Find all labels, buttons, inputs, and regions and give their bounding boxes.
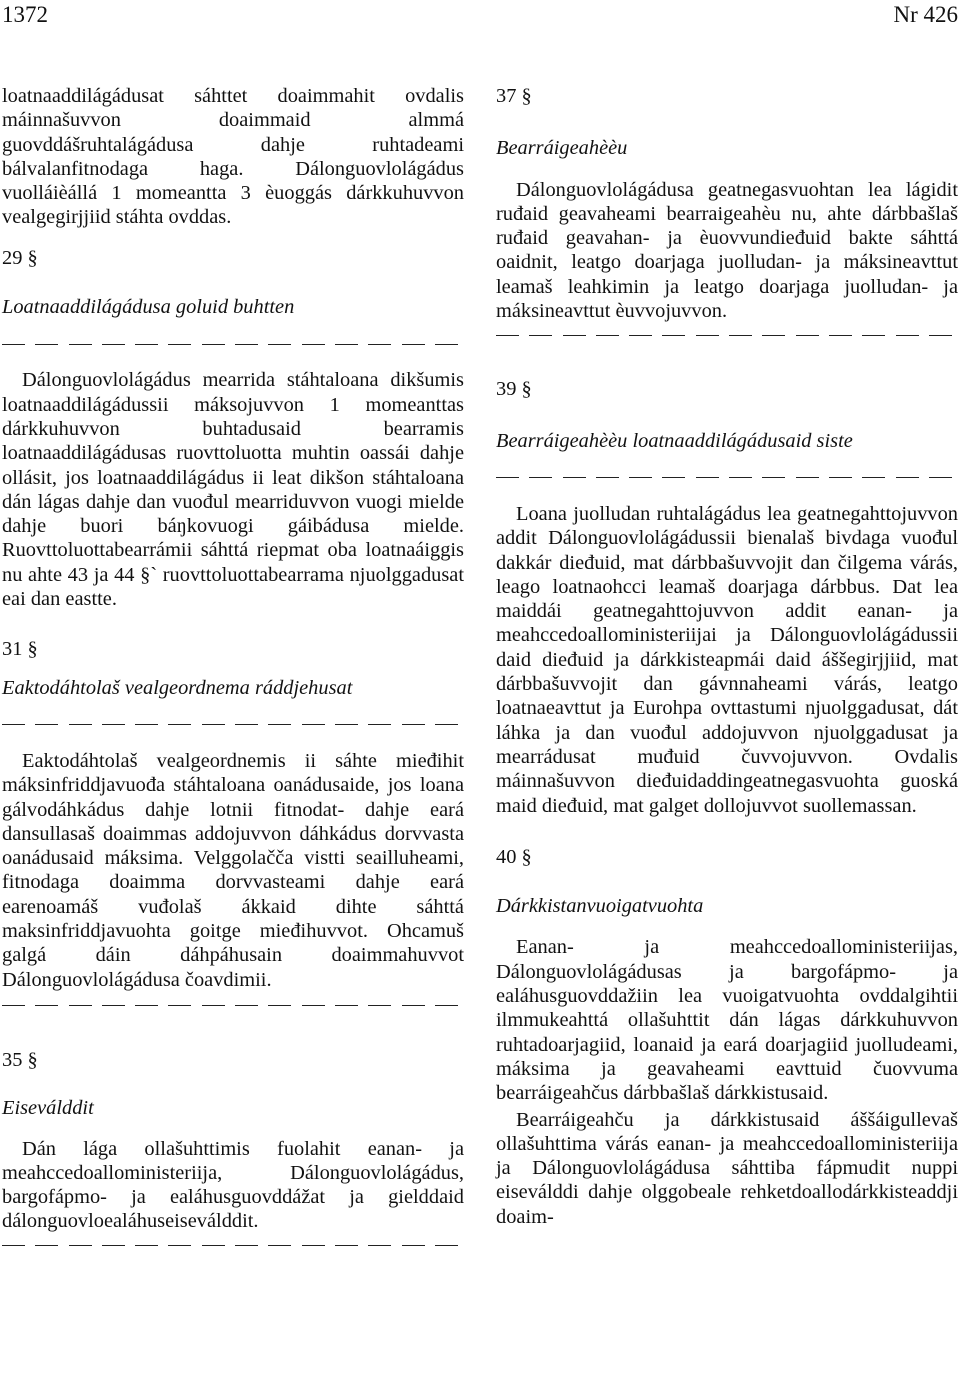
section-number: 40 § xyxy=(496,845,532,868)
paragraph: Dálonguovlolágádus mearrida stáhtaloana dikšumis loatnaaddilágádussii máksojuvvon 1 momeanttas dárkkuhuvvon buhtadusaid bearramis loatnaaddilágádusas ruovttoluotta muhtin oassái dahje ollásit, jos loatnaaddilágádus ii leat dikšon stáhtaloana dán lágas dahje dan vuođul mearriduvvon vuogi mielde dahje buori báŋkovuogi gáibádusa mielde. Ruovttoluottabearrámii sáhttá riepmat oba loatnaáiggis nu ahte 43 ja 44 §` ruovttoluottabearrama njuolggadusat eai dan eastte. xyxy=(2,369,464,611)
separator-dashes xyxy=(2,994,464,1018)
section-number: 35 § xyxy=(2,1048,38,1071)
section-title: Eaktodáhtolaš vealgeordnema ráddjehusat xyxy=(2,676,353,699)
separator-dashes xyxy=(2,1234,464,1258)
page-header xyxy=(0,2,960,32)
section-title: Bearráigeahèèu xyxy=(496,137,628,160)
left-column xyxy=(2,84,464,1258)
separator-dashes xyxy=(2,332,464,356)
paragraph: loatnaaddilágádusat sáhttet doaimmahit ovdalis máinnašuvvon doaimmaid almmá guovddášruhtalágádusa dahje ruhtadeami bálvalanfitnodaga haga. Dálonguovlolágádus vuolláièállá 1 momeantta 3 èuoggás dárkkuhuvvon vealgegirjjiid stáhta ovddas. xyxy=(2,85,464,229)
paragraph: Eaktodáhtolaš vealgeordnemis ii sáhte mieđihit máksinfriddjavuođa stáhtaloana oanádusaide, jos loana gálvodáhkádus dahje lotnii fitnodat- dahje eará dansullasaš doaimmas addojuvvon dáhkádus dorvvasta oanádusaid máksima. Velggolačča vistti seailluheami, fitnodaga doaimma dorvvasteami dahje eará earenoamáš vuđolaš ákkaid dihte sáhttá maksinfriddjavuohta goitge mieđihuvvot. Ohcamuš galgá dáin dáhpáhusain doaimmahuvvot Dálonguovlolágádusa čoavdimii. xyxy=(2,749,464,991)
paragraph: Eanan- ja meahccedoalloministeriijas, Dálonguovlolágádusas ja bargofápmo- ja ealáhusguovddažiin lea vuoigatvuohta ovddalgihtii ilmmukeahttá ollašuhttit dán lágas dárkkuhuvvon ruhtadoarjagiid, loanaid ja eará doarjagiid juolludeami, máksima ja geavaheami eavttuid čuovvuma bearráigeahčus dárbbašlaš dárkkistusaid. xyxy=(496,936,958,1105)
section-number: 37 § xyxy=(496,85,532,107)
paragraph: Dálonguovlolágádusa geatnegasvuohtan lea lágidit ruđaid geavaheami bearraigeahèu nu, ahte dárbbašlaš ruđaid geavahan- ja èuovvundieđuid bakte sáhttá oaidnit, leatgo doarjaga juolludan- ja máksineavttut leamaš leahkimin ja leatgo doarjaga juolludan- ja máksineavttut èuvvojuvvon. xyxy=(496,178,958,323)
issue-number: Nr 426 xyxy=(893,2,958,27)
section-title: Bearráigeahèèu loatnaaddilágádusaid siste xyxy=(496,429,853,452)
section-number: 29 § xyxy=(2,246,38,269)
section-number: 31 § xyxy=(2,638,38,661)
section-number: 39 § xyxy=(496,378,532,401)
right-column xyxy=(496,84,958,1229)
section-title: Eiseválddit xyxy=(2,1097,94,1120)
paragraph: Dán lága ollašuhttimis fuolahit eanan- ja meahccedoalloministeriija, Dálonguovlolágádus, bargofápmo- ja ealáhusguovddážat ja gielddaid dálonguovloealáhuseiseválddit. xyxy=(2,1137,464,1233)
section-title: Dárkkistanvuoigatvuohta xyxy=(496,895,704,918)
separator-dashes xyxy=(496,323,958,347)
separator-dashes xyxy=(496,466,958,490)
paragraph: Loana juolludan ruhtalágádus lea geatnegahttojuvvon addit Dálonguovlolágádussii bienalaš bivdaga vuođul dakkár dieđuid, mat dárbbašuvvojit dan čilgema várás, leago loatnaohcci leamaš doarjaga dárbbus. Dat lea maiddái geatnegahttojuvvon addit eanan- ja meahccedoalloministeriijai ja Dálonguovlolágádussii daid dieđuid ja dárkkisteapmái daid áššegirjjiid, mat dárbbašuvvojit dan gávnnaheami várás, leatgo loatnaeavttut ja Eurohpa ovttastumi njuolggadusat, dát láhka ja dan vuođul addojuvvon njuolggadusat ja mearrádusat muđuid čuvvojuvvon. Ovdalis máinnašuvvon dieđuidaddingeatnegasvuohta guoská maid dieđuid, mat galget dollojuvvot suollemassan. xyxy=(496,502,958,817)
section-title: Loatnaaddilágádusa goluid buhtten xyxy=(2,296,295,319)
separator-dashes xyxy=(2,713,464,737)
page-number: 1372 xyxy=(2,2,48,27)
paragraph: Bearráigeahču ja dárkkistusaid áššáigullevaš ollašuhttima várás eanan- ja meahccedoalloministeriija ja Dálonguovlolágádusa sáhttiba fápmudit nuppi eiseválddi dahje olggobeale rehketdoallodárkkisteaddji doaim- xyxy=(496,1108,958,1228)
